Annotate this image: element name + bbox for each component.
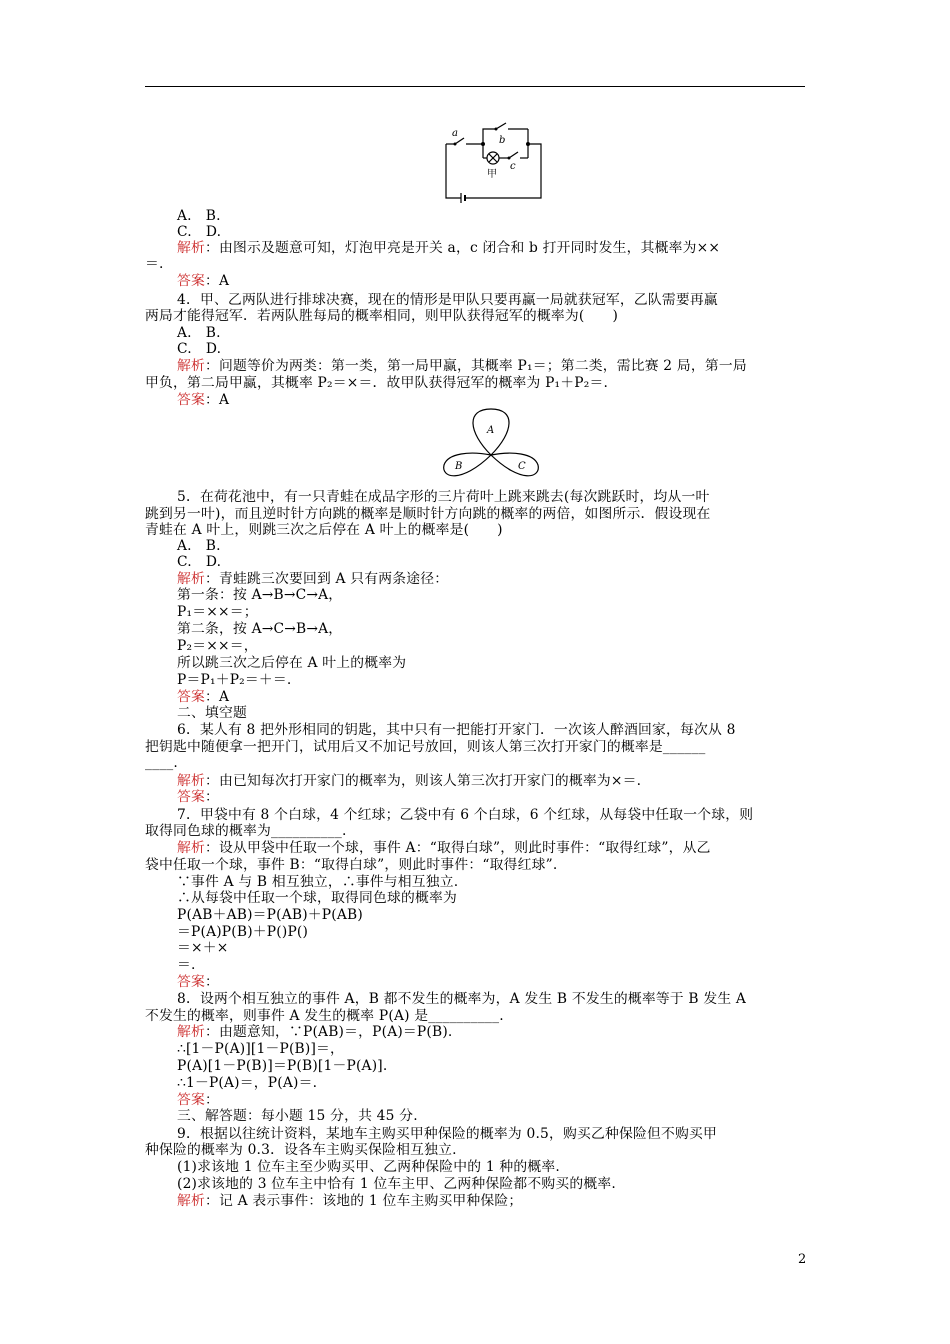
text-line xyxy=(145,705,839,722)
text-segment: ：A xyxy=(205,392,230,408)
answer-label: 解析 xyxy=(177,1024,205,1040)
text-segment: ：由题意知，∵P(AB)＝，P(A)＝P(B). xyxy=(205,1024,453,1040)
text-line xyxy=(145,689,839,706)
text-line xyxy=(145,392,839,409)
text-line xyxy=(145,621,839,638)
text-segment: 8．设两个相互独立的事件 A，B 都不发生的概率为，A 发生 B 不发生的概率等于 B 发生 A xyxy=(177,991,747,1007)
text-segment: ∴[1－P(A)][1－P(B)]＝， xyxy=(177,1041,345,1057)
text-segment: P₁＝××＝； xyxy=(177,604,258,620)
text-segment: 4．甲、乙两队进行排球决赛，现在的情形是甲队只要再赢一局就获冠军，乙队需要再赢 xyxy=(177,292,718,308)
answer-label: 解析 xyxy=(177,773,205,789)
text-segment: P(A)[1－P(B)]＝P(B)[1－P(A)]. xyxy=(177,1058,388,1074)
text-line xyxy=(145,538,839,555)
text-segment: 三、解答题：每小题 15 分，共 45 分. xyxy=(177,1108,418,1124)
answer-label: 解析 xyxy=(177,571,205,587)
text-line xyxy=(145,789,839,806)
text-line xyxy=(145,857,807,874)
text-line xyxy=(145,890,839,907)
text-segment: ： xyxy=(205,789,219,805)
page-number: 2 xyxy=(798,1252,807,1267)
answer-label: 答案 xyxy=(177,689,205,705)
text-segment: (1)求该地 1 位车主至少购买甲、乙两种保险中的 1 种的概率. xyxy=(177,1159,560,1175)
text-segment: ：问题等价为两类：第一类，第一局甲赢，其概率 P₁＝；第二类，需比赛 2 局，第一局 xyxy=(205,358,747,374)
text-line xyxy=(145,924,839,941)
text-segment: ： xyxy=(205,974,219,990)
text-segment: 5．在荷花池中，有一只青蛙在成品字形的三片荷叶上跳来跳去(每次跳跃时，均从一叶 xyxy=(177,489,710,505)
text-segment: 所以跳三次之后停在 A 叶上的概率为 xyxy=(177,655,407,671)
answer-label: 解析 xyxy=(177,1193,205,1209)
text-line xyxy=(145,240,839,257)
text-line xyxy=(145,587,839,604)
text-line xyxy=(145,256,807,273)
text-line xyxy=(145,554,839,571)
text-segment: A. B. xyxy=(177,325,221,341)
answer-label: 答案 xyxy=(177,974,205,990)
text-segment: C. D. xyxy=(177,554,222,570)
text-segment: C. D. xyxy=(177,224,222,240)
text-line xyxy=(145,604,839,621)
text-segment: 7．甲袋中有 8 个白球，4 个红球；乙袋中有 6 个白球，6 个红球，从每袋中任取一个球，则 xyxy=(177,807,754,823)
text-line xyxy=(145,506,807,523)
text-line xyxy=(145,1075,839,1092)
text-line xyxy=(145,1008,807,1025)
text-segment: ：记 A 表示事件：该地的 1 位车主购买甲种保险； xyxy=(205,1193,523,1209)
text-segment: P＝P₁＋P₂＝＋＝. xyxy=(177,672,292,688)
text-line xyxy=(145,1159,839,1176)
text-segment: 袋中任取一个球，事件 B：“取得白球”，则此时事件：“取得红球”. xyxy=(145,857,558,873)
text-segment: 种保险的概率为 0.3．设各车主购买保险相互独立. xyxy=(145,1142,457,1158)
text-segment: 青蛙在 A 叶上，则跳三次之后停在 A 叶上的概率是( ) xyxy=(145,522,503,538)
text-line xyxy=(145,773,839,790)
text-line xyxy=(145,638,839,655)
answer-label: 解析 xyxy=(177,240,205,256)
text-segment: C. D. xyxy=(177,341,222,357)
lotus-leaves-diagram xyxy=(440,405,545,485)
text-line xyxy=(145,292,839,309)
text-segment: ：A xyxy=(205,689,230,705)
text-line xyxy=(145,273,839,290)
text-line xyxy=(145,722,839,739)
text-line xyxy=(145,957,839,974)
text-segment: P₂＝××＝， xyxy=(177,638,258,654)
text-line xyxy=(145,1126,839,1143)
text-line xyxy=(145,358,839,375)
text-line xyxy=(145,739,807,756)
text-segment: ＝. xyxy=(145,256,164,272)
text-line xyxy=(145,755,807,772)
text-line xyxy=(145,940,839,957)
switch-c-label: c xyxy=(510,161,516,172)
switch-b-label: b xyxy=(499,135,506,146)
text-segment: ____. xyxy=(145,755,178,771)
text-segment: ：青蛙跳三次要回到 A 只有两条途径： xyxy=(205,571,449,587)
text-line xyxy=(145,907,839,924)
answer-label: 解析 xyxy=(177,840,205,856)
text-segment: 跳到另一叶)，而且逆时针方向跳的概率是顺时针方向跳的概率的两倍，如图所示．假设现在 xyxy=(145,506,711,522)
text-segment: (2)求该地的 3 位车主中恰有 1 位车主甲、乙两种保险都不购买的概率. xyxy=(177,1176,616,1192)
text-line xyxy=(145,208,839,225)
text-line xyxy=(145,1041,839,1058)
text-segment: ：由已知每次打开家门的概率为，则该人第三次打开家门的概率为×＝. xyxy=(205,773,642,789)
text-segment: P(AB＋AB)＝P(AB)＋P(AB) xyxy=(177,907,363,923)
text-segment: 第二条，按 A→C→B→A， xyxy=(177,621,343,637)
text-segment: ∵事件 A 与 B 相互独立，∴事件与相互独立. xyxy=(177,874,459,890)
text-segment: 不发生的概率，则事件 A 发生的概率 P(A) 是__________. xyxy=(145,1008,504,1024)
text-line xyxy=(145,1193,839,1210)
text-line xyxy=(145,571,839,588)
text-line xyxy=(145,1176,839,1193)
answer-label: 答案 xyxy=(177,789,205,805)
text-segment: A. B. xyxy=(177,538,221,554)
text-line xyxy=(145,655,839,672)
text-segment: 6．某人有 8 把外形相同的钥匙，其中只有一把能打开家门．一次该人醉酒回家，每次从 8 xyxy=(177,722,736,738)
text-line xyxy=(145,823,807,840)
header-rule xyxy=(145,86,805,87)
leaf-a-label: A xyxy=(487,425,495,436)
text-segment: 二、填空题 xyxy=(177,705,247,721)
text-segment: A. B. xyxy=(177,208,221,224)
text-segment: ＝. xyxy=(177,957,196,973)
circuit-diagram xyxy=(435,118,550,204)
lamp-label: 甲 xyxy=(487,169,497,180)
text-segment: 两局才能得冠军．若两队胜每局的概率相同，则甲队获得冠军的概率为( ) xyxy=(145,308,619,324)
text-line xyxy=(145,308,807,325)
answer-label: 解析 xyxy=(177,358,205,374)
text-segment: ：A xyxy=(205,273,230,289)
leaf-c-label: C xyxy=(518,461,526,472)
text-line xyxy=(145,375,807,392)
leaf-b-label: B xyxy=(455,461,463,472)
text-line xyxy=(145,1024,839,1041)
text-line xyxy=(145,840,839,857)
text-line xyxy=(145,991,839,1008)
text-line xyxy=(145,1058,839,1075)
text-line xyxy=(145,807,839,824)
text-line xyxy=(145,325,839,342)
text-segment: ∴从每袋中任取一个球，取得同色球的概率为 xyxy=(177,890,457,906)
answer-label: 答案 xyxy=(177,392,205,408)
text-line xyxy=(145,1108,839,1125)
text-segment: 把钥匙中随便拿一把开门，试用后又不加记号放回，则该人第三次打开家门的概率是______ xyxy=(145,739,706,755)
text-segment: ：由图示及题意可知，灯泡甲亮是开关 a，c 闭合和 b 打开同时发生，其概率为×× xyxy=(205,240,721,256)
text-segment: 9．根据以往统计资料，某地车主购买甲种保险的概率为 0.5，购买乙种保险但不购买甲 xyxy=(177,1126,717,1142)
text-line xyxy=(145,224,839,241)
text-line xyxy=(145,522,807,539)
switch-a-label: a xyxy=(452,128,458,139)
text-segment: 第一条：按 A→B→C→A， xyxy=(177,587,343,603)
text-line xyxy=(145,1142,807,1159)
text-segment: ＝P(A)P(B)＋P()P() xyxy=(177,924,309,940)
text-segment: ＝×＋× xyxy=(177,940,229,956)
text-line xyxy=(145,874,839,891)
text-segment: ∴1－P(A)＝，P(A)＝. xyxy=(177,1075,318,1091)
text-line xyxy=(145,489,839,506)
text-segment: ：设从甲袋中任取一个球，事件 A：“取得白球”，则此时事件：“取得红球”，从乙 xyxy=(205,840,711,856)
text-segment: ： xyxy=(205,1092,219,1108)
text-segment: 甲负，第二局甲赢，其概率 P₂＝×＝．故甲队获得冠军的概率为 P₁＋P₂＝. xyxy=(145,375,609,391)
text-line xyxy=(145,1092,839,1109)
answer-label: 答案 xyxy=(177,1092,205,1108)
text-segment: 取得同色球的概率为__________. xyxy=(145,823,347,839)
answer-label: 答案 xyxy=(177,273,205,289)
text-line xyxy=(145,672,839,689)
text-line xyxy=(145,974,839,991)
text-line xyxy=(145,341,839,358)
